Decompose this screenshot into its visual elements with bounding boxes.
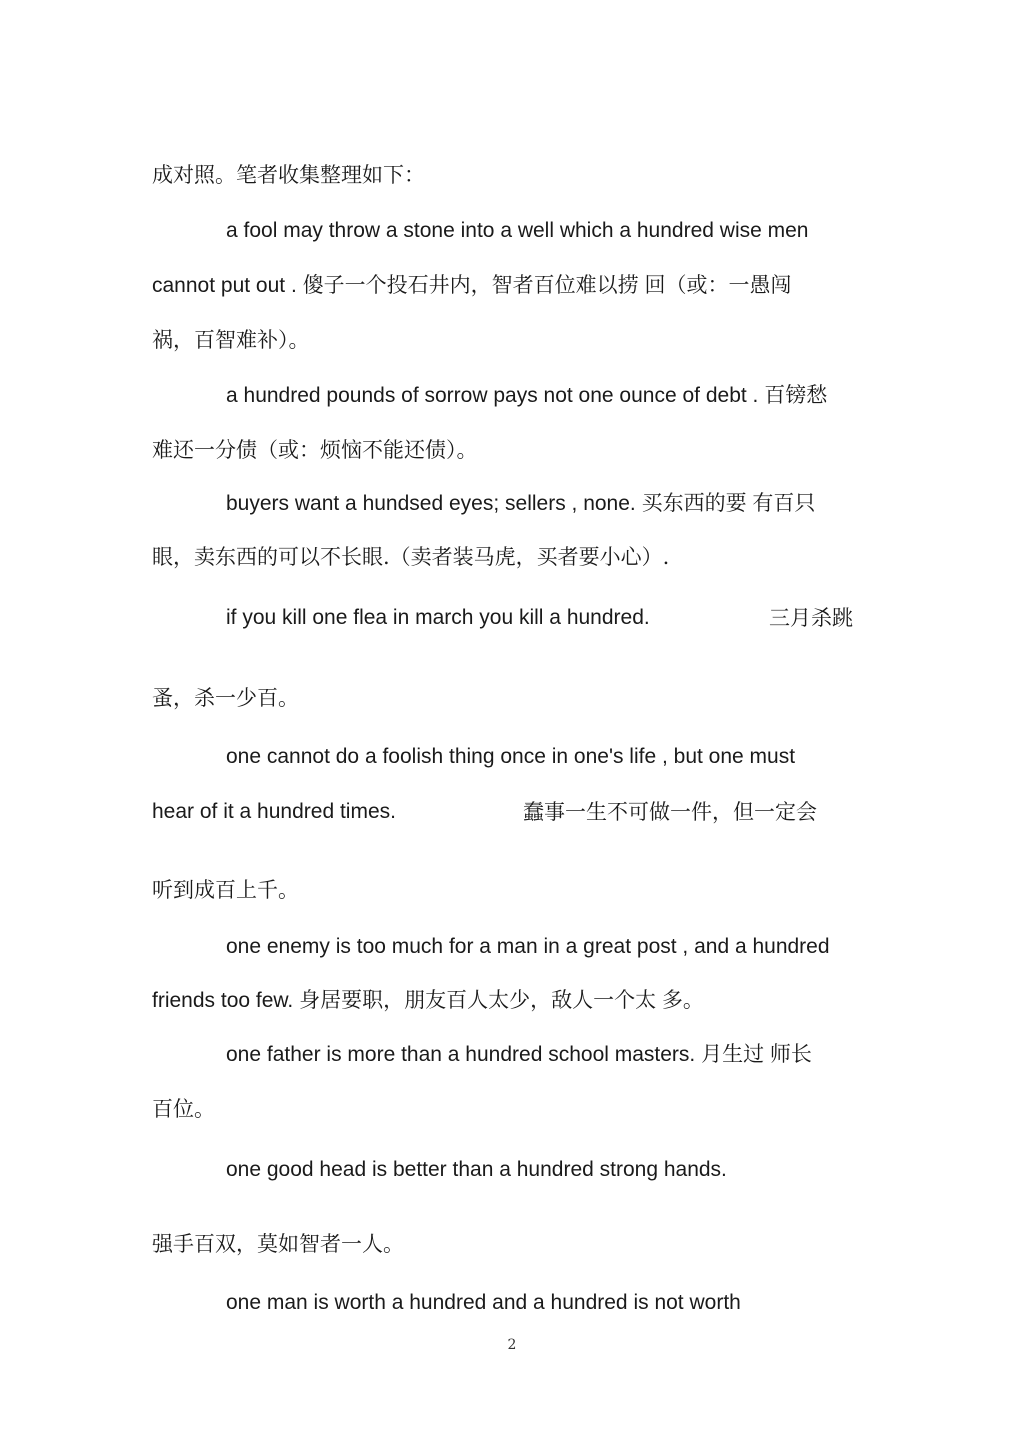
text-line: a fool may throw a stone into a well which a hundred wise men xyxy=(226,219,809,242)
text-line: cannot put out . 傻子一个投石井内，智者百位难以捞 回（或：一愚闯 xyxy=(152,274,792,297)
text-line: 成对照。笔者收集整理如下： xyxy=(152,163,425,187)
text-line: one father is more than a hundred school masters. 月生过 师长 xyxy=(226,1043,812,1066)
text-fragment: 三月杀跳 xyxy=(769,606,853,630)
text-line: one enemy is too much for a man in a great post , and a hundred xyxy=(226,935,830,958)
text-line: buyers want a hundsed eyes; sellers , none. 买东西的要 有百只 xyxy=(226,492,816,515)
text-line: friends too few. 身居要职，朋友百人太少，敌人一个太 多。 xyxy=(152,989,704,1012)
text-line: a hundred pounds of sorrow pays not one ounce of debt . 百镑愁 xyxy=(226,384,828,407)
text-fragment: 蠢事一生不可做一件，但一定会 xyxy=(523,800,817,824)
text-line: 百位。 xyxy=(152,1097,215,1121)
text-line: 听到成百上千。 xyxy=(152,878,299,902)
text-line: 蚤，杀一少百。 xyxy=(152,686,299,710)
text-line: one good head is better than a hundred strong hands. xyxy=(226,1158,727,1181)
text-line: if you kill one flea in march you kill a hundred. xyxy=(226,606,650,629)
text-line: 难还一分债（或：烦恼不能还债）。 xyxy=(152,438,478,462)
text-line: 强手百双，莫如智者一人。 xyxy=(152,1232,404,1256)
text-line: one cannot do a foolish thing once in one's life , but one must xyxy=(226,745,796,768)
text-line: 祸，百智难补）。 xyxy=(152,328,310,352)
page-number: 2 xyxy=(507,1337,517,1353)
text-line: hear of it a hundred times. xyxy=(152,800,396,823)
text-line: one man is worth a hundred and a hundred is not worth xyxy=(226,1291,741,1314)
text-line: 眼，卖东西的可以不长眼.（卖者装马虎，买者要小心）. xyxy=(152,545,670,569)
